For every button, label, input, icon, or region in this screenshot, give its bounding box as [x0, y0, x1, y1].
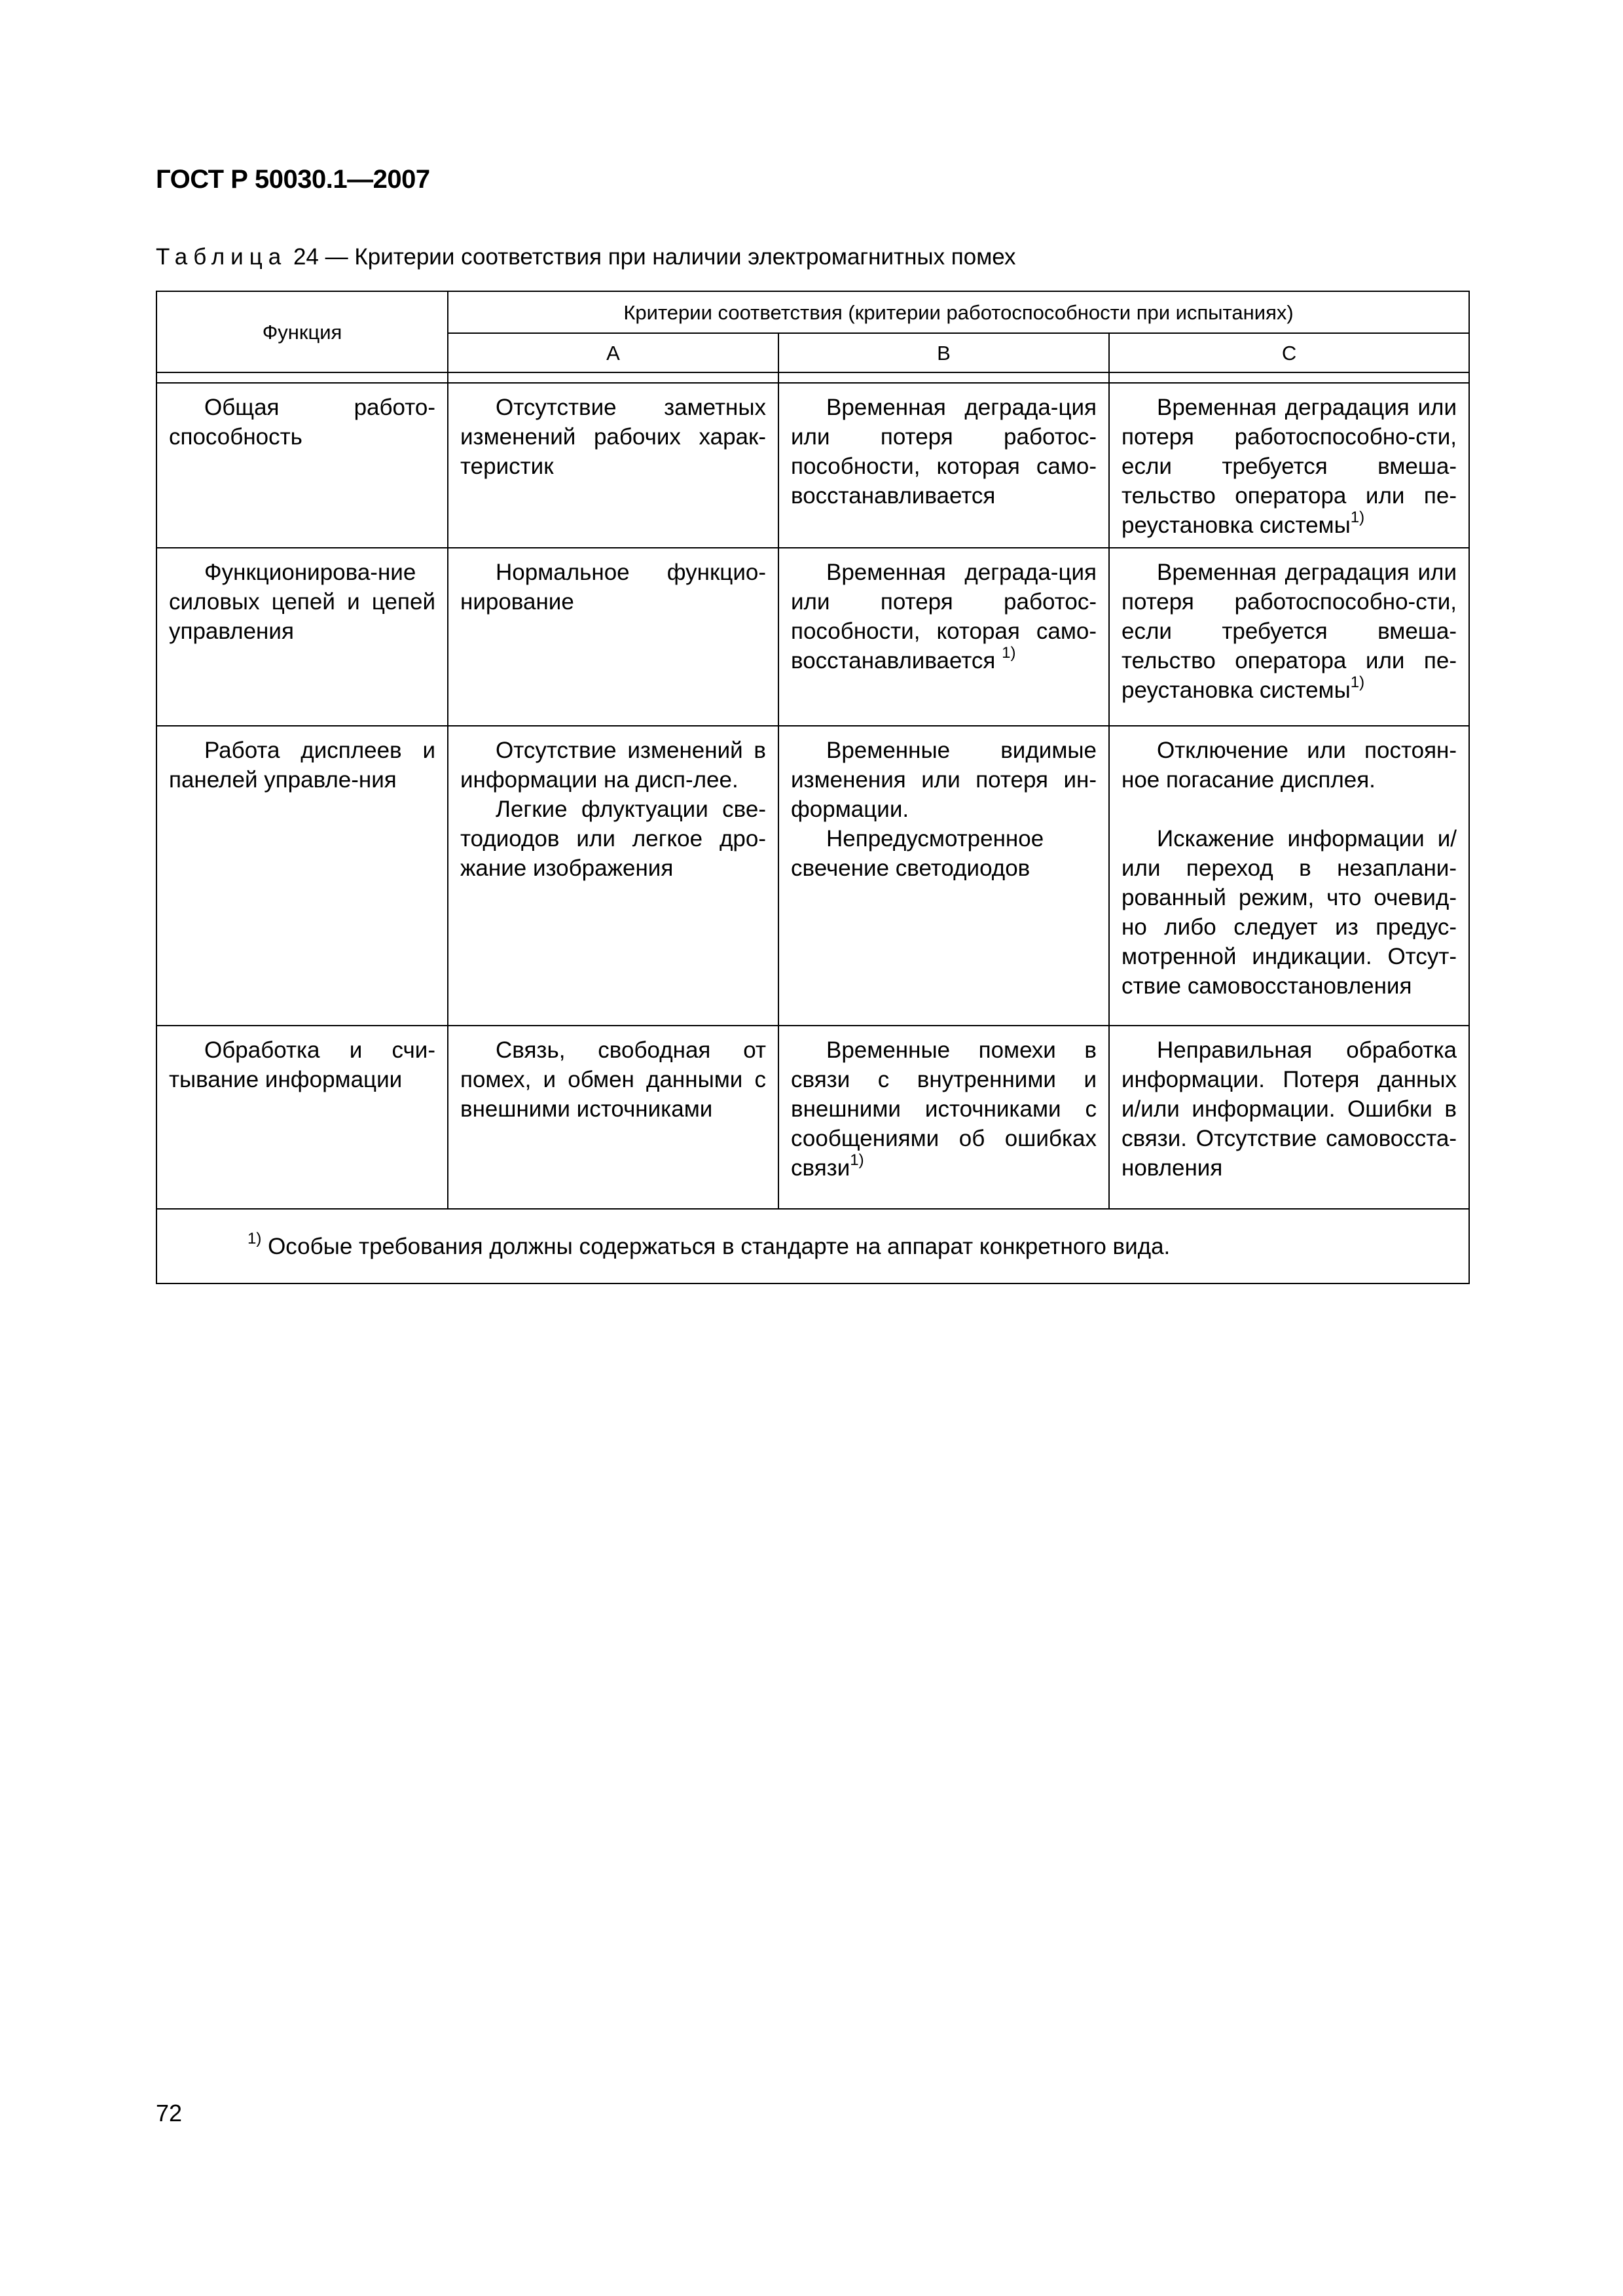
table-row	[156, 383, 1469, 548]
criteria-c-text: Неправильная обработка информации. Потеря данных и/или информации. Ошибки в связи. Отсутствие самовосста-новления	[1122, 1037, 1457, 1181]
function-cell	[156, 383, 448, 548]
function-cell	[156, 726, 448, 1026]
table-caption-text: 24 — Критерии соответствия при наличии электромагнитных помех	[287, 244, 1016, 270]
table-row	[156, 726, 1469, 1026]
criteria-c-text: Отключение или постоян-ное погасание дисплея.	[1122, 738, 1457, 793]
function-text: Функционирова-ние силовых цепей и цепей управления	[169, 560, 435, 644]
criteria-b-text: Непредусмотренное свечение светодиодов	[791, 826, 1044, 881]
criteria-b-text: Временные видимые изменения или потеря ин-формации.	[791, 738, 1097, 822]
criteria-a-cell	[448, 548, 778, 726]
header-separator-row	[156, 372, 1469, 383]
function-text: Обработка и счи-тывание информации	[169, 1037, 435, 1092]
header-col-c: C	[1109, 333, 1469, 372]
criteria-c-cell	[1109, 548, 1469, 726]
criteria-c-text: Временная деградация или потеря работоспособно-сти, если требуется вмеша-тельство оператора или пе-реустановка системы	[1122, 560, 1457, 703]
footnote-text: Особые требования должны содержаться в стандарте на аппарат конкретного вида.	[261, 1233, 1171, 1259]
footnote-ref: 1)	[1350, 673, 1365, 692]
separator-cell	[156, 372, 448, 383]
criteria-b-text: Временная деграда-ция или потеря работос-пособности, которая само-восстанавливается	[791, 560, 1097, 673]
criteria-b-text: Временные помехи в связи с внутренними и внешними источниками с сообщениями об ошибках связи	[791, 1037, 1097, 1181]
header-criteria-group: Критерии соответствия (критерии работоспособности при испытаниях)	[448, 291, 1469, 333]
criteria-c-cell	[1109, 1026, 1469, 1209]
criteria-a-text: Связь, свободная от помех, и обмен данными с внешними источниками	[460, 1037, 766, 1122]
separator-cell	[1109, 372, 1469, 383]
criteria-b-text: Временная деграда-ция или потеря работос-пособности, которая само-восстанавливается	[791, 395, 1097, 509]
criteria-b-cell	[778, 726, 1109, 1026]
criteria-a-cell	[448, 726, 778, 1026]
footnote-ref: 1)	[1002, 644, 1016, 662]
table-caption	[156, 244, 1015, 270]
footnote-ref: 1)	[850, 1151, 864, 1170]
criteria-b-cell	[778, 383, 1109, 548]
table-row	[156, 548, 1469, 726]
criteria-c-text: Временная деградация или потеря работоспособно-сти, если требуется вмеша-тельство оператора или пе-реустановка системы	[1122, 395, 1457, 538]
separator-cell	[448, 372, 778, 383]
function-text: Общая работо-способность	[169, 395, 435, 450]
header-col-a: A	[448, 333, 778, 372]
footnote-row	[156, 1209, 1469, 1283]
document-header: ГОСТ Р 50030.1—2007	[156, 165, 430, 194]
function-cell	[156, 1026, 448, 1209]
criteria-a-text: Отсутствие заметных изменений рабочих харак-теристик	[460, 395, 766, 479]
criteria-c-cell	[1109, 383, 1469, 548]
header-col-b: B	[778, 333, 1109, 372]
table-row	[156, 1026, 1469, 1209]
footnote-ref: 1)	[1350, 509, 1365, 527]
function-cell	[156, 548, 448, 726]
table-caption-label: Таблица	[156, 244, 287, 270]
page-number: 72	[156, 2100, 183, 2126]
criteria-b-cell	[778, 548, 1109, 726]
criteria-c-cell	[1109, 726, 1469, 1026]
criteria-a-text: Нормальное функцио-нирование	[460, 560, 766, 615]
criteria-a-cell	[448, 1026, 778, 1209]
function-text: Работа дисплеев и панелей управле-ния	[169, 738, 435, 793]
table-header-row	[156, 291, 1469, 333]
separator-cell	[778, 372, 1109, 383]
criteria-a-cell	[448, 383, 778, 548]
header-function: Функция	[156, 291, 448, 372]
table-footnote	[156, 1209, 1469, 1283]
criteria-a-text: Отсутствие изменений в информации на дисп-лее.	[460, 738, 766, 793]
criteria-a-text: Легкие флуктуации све-тодиодов или легкое дро-жание изображения	[460, 797, 766, 881]
criteria-c-text: Искажение информации и/или переход в незаплани-рованный режим, что очевид-но либо следует из предус-мотренной индикации. Отсут-ствие самовосстановления	[1122, 826, 1457, 999]
criteria-b-cell	[778, 1026, 1109, 1209]
footnote-mark: 1)	[247, 1229, 262, 1247]
criteria-table	[156, 291, 1470, 1284]
